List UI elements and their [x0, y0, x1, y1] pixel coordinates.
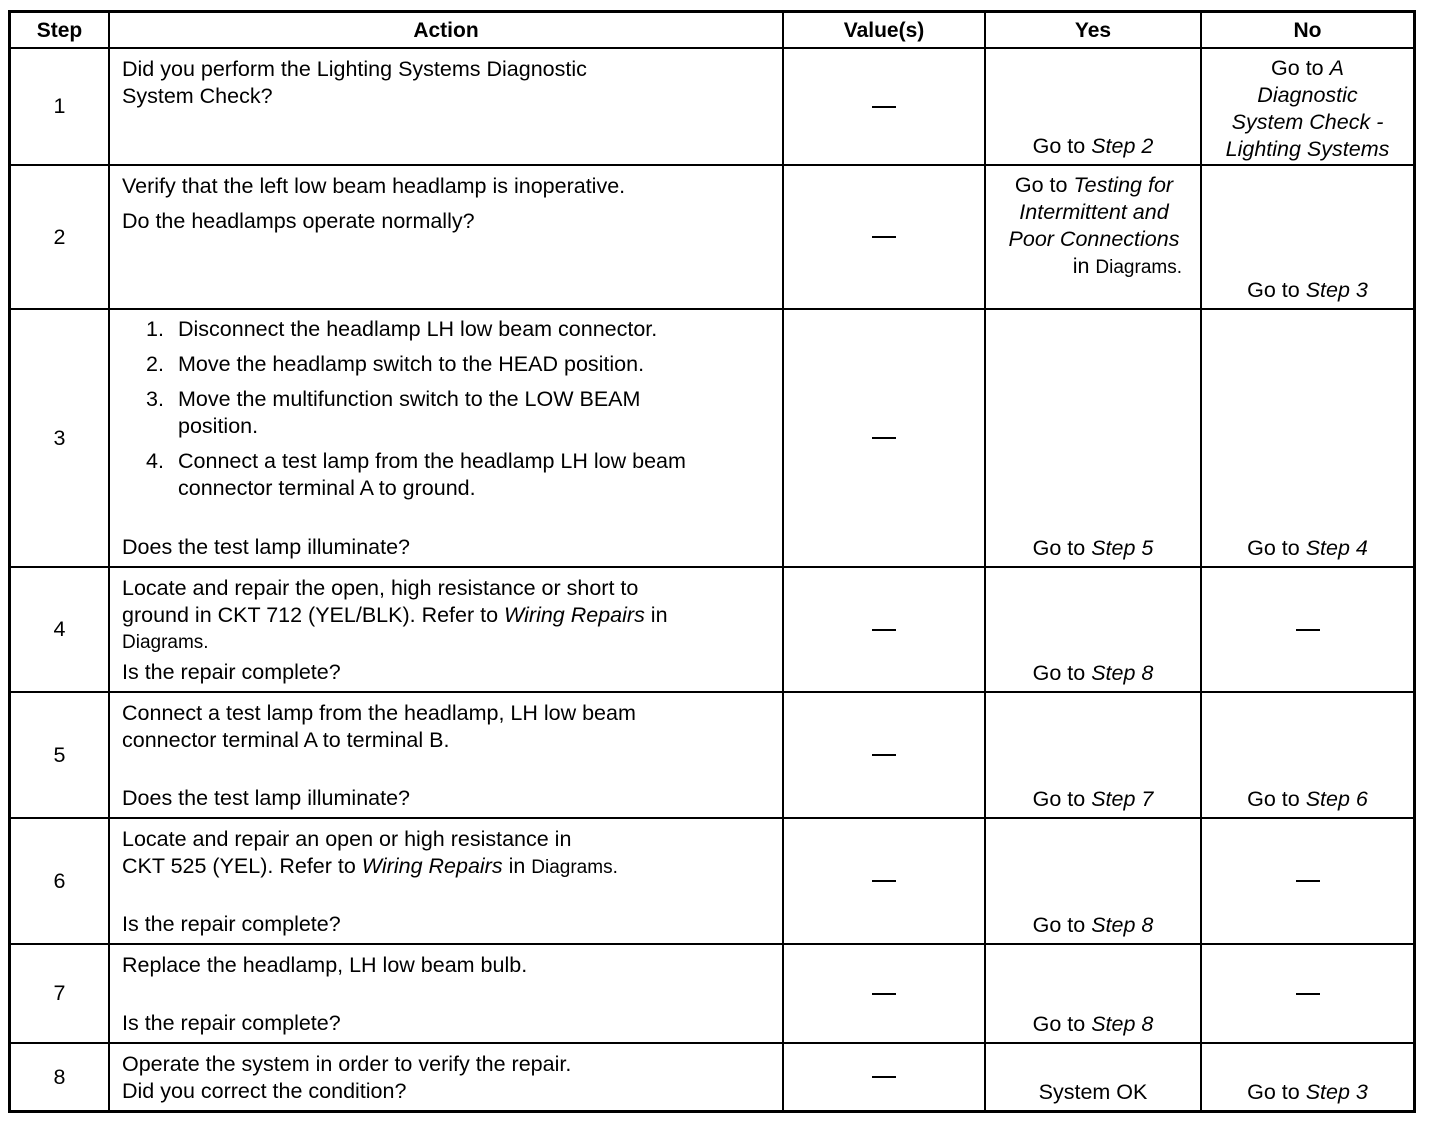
value-cell: [784, 568, 986, 693]
dash-mark: [872, 1076, 896, 1078]
header-yes: Yes: [986, 13, 1202, 49]
action-text: Locate and repair an open or high resistance in: [122, 827, 572, 851]
value-cell: [784, 945, 986, 1044]
step-link[interactable]: Step 5: [1091, 536, 1154, 560]
yes-cell: Go to Step 2: [986, 49, 1202, 166]
step-link[interactable]: Step 8: [1091, 1012, 1154, 1036]
list-item: 3. Move the multifunction switch to the LOW BEAM position.: [146, 387, 641, 438]
value-cell: [784, 49, 986, 166]
procedure-link[interactable]: A: [1329, 56, 1344, 80]
yes-cell: [986, 1044, 1202, 1110]
action-question: Did you correct the condition?: [122, 1079, 407, 1103]
dash-mark: [872, 880, 896, 882]
list-item: 2. Move the headlamp switch to the HEAD position.: [146, 352, 645, 376]
action-text: ground in CKT 712 (YEL/BLK). Refer to Wiring Repairs in: [122, 603, 668, 627]
yes-cell: Go to Step 8: [986, 945, 1202, 1044]
header-step: Step: [11, 13, 110, 49]
wiring-repairs-link[interactable]: Wiring Repairs: [504, 603, 645, 627]
yes-cell: Go to Step 8: [986, 819, 1202, 945]
doc-reference: Diagrams.: [531, 857, 618, 878]
step-link[interactable]: Step 3: [1305, 1080, 1368, 1104]
value-cell: [784, 819, 986, 945]
step-link[interactable]: Step 2: [1091, 134, 1154, 158]
action-question: Is the repair complete?: [122, 660, 341, 684]
step-number: 6: [11, 819, 110, 945]
action-question: Do the headlamps operate normally?: [122, 209, 475, 233]
procedure-link[interactable]: Diagnostic: [1257, 83, 1358, 107]
step-link[interactable]: Step 6: [1305, 787, 1368, 811]
action-text: Replace the headlamp, LH low beam bulb.: [122, 953, 528, 977]
action-question: Is the repair complete?: [122, 1011, 341, 1035]
value-cell: [784, 166, 986, 310]
action-text: System Check?: [122, 84, 273, 108]
no-cell: [1202, 945, 1413, 1044]
list-item: 1. Disconnect the headlamp LH low beam connector.: [146, 317, 658, 341]
action-cell: [110, 819, 784, 945]
step-number: 5: [11, 693, 110, 819]
dash-mark: [1296, 629, 1320, 631]
step-number: 7: [11, 945, 110, 1044]
action-cell: [110, 568, 784, 693]
action-cell: [110, 310, 784, 568]
procedure-link[interactable]: Testing for: [1073, 173, 1174, 197]
action-cell: [110, 49, 784, 166]
dash-mark: [872, 993, 896, 995]
action-cell: [110, 693, 784, 819]
step-link[interactable]: Step 4: [1305, 536, 1368, 560]
doc-reference: Diagrams.: [122, 632, 209, 653]
dash-mark: [1296, 880, 1320, 882]
no-cell: Go to Step 4: [1202, 310, 1413, 568]
step-link[interactable]: Step 8: [1091, 913, 1154, 937]
step-number: 1: [11, 49, 110, 166]
doc-reference: Diagrams.: [1095, 257, 1182, 278]
step-number: 2: [11, 166, 110, 310]
system-ok-text: System OK: [1038, 1080, 1148, 1104]
value-cell: [784, 1044, 986, 1110]
action-cell: [110, 1044, 784, 1110]
no-cell: Go to A Diagnostic System Check - Lighting Systems: [1202, 49, 1413, 166]
procedure-link[interactable]: Poor Connections: [1008, 227, 1180, 251]
step-number: 3: [11, 310, 110, 568]
action-text: CKT 525 (YEL). Refer to Wiring Repairs in Diagrams.: [122, 854, 618, 878]
step-link[interactable]: Step 7: [1091, 787, 1154, 811]
dash-mark: [872, 437, 896, 439]
action-text: Locate and repair the open, high resistance or short to: [122, 576, 639, 600]
step-number: 8: [11, 1044, 110, 1110]
no-cell: Go to Step 6: [1202, 693, 1413, 819]
action-cell: [110, 945, 784, 1044]
action-question: Is the repair complete?: [122, 912, 341, 936]
yes-cell: Go to Step 7: [986, 693, 1202, 819]
no-cell: Go to Step 3: [1202, 166, 1413, 310]
action-text: Verify that the left low beam headlamp is inoperative.: [122, 174, 626, 198]
dash-mark: [872, 754, 896, 756]
action-question: Does the test lamp illuminate?: [122, 786, 411, 810]
value-cell: [784, 310, 986, 568]
action-text: Operate the system in order to verify the repair.: [122, 1052, 572, 1076]
dash-mark: [1296, 993, 1320, 995]
step-number: 4: [11, 568, 110, 693]
header-no: No: [1202, 13, 1413, 49]
action-cell: [110, 166, 784, 310]
dash-mark: [872, 106, 896, 108]
wiring-repairs-link[interactable]: Wiring Repairs: [361, 854, 503, 878]
action-question: Does the test lamp illuminate?: [122, 535, 411, 559]
no-cell: [1202, 568, 1413, 693]
yes-cell: Go to Step 5: [986, 310, 1202, 568]
no-cell: Go to Step 3: [1247, 1080, 1368, 1104]
step-link[interactable]: Step 3: [1305, 278, 1368, 302]
yes-cell: Go to Testing for Intermittent and Poor Connections in Diagrams.: [986, 166, 1202, 310]
procedure-link[interactable]: System Check -: [1231, 110, 1384, 134]
action-text: Connect a test lamp from the headlamp, LH low beam: [122, 701, 636, 725]
no-cell: [1202, 819, 1413, 945]
dash-mark: [872, 236, 896, 238]
header-values: Value(s): [784, 13, 986, 49]
value-cell: [784, 693, 986, 819]
action-text: Did you perform the Lighting Systems Diagnostic: [122, 57, 587, 81]
procedure-link[interactable]: Intermittent and: [1019, 200, 1169, 224]
yes-cell: Go to Step 8: [986, 568, 1202, 693]
procedure-link[interactable]: Lighting Systems: [1225, 137, 1390, 161]
diagnostic-table: [8, 10, 1416, 1113]
procedure-list: [122, 316, 770, 510]
step-link[interactable]: Step 8: [1091, 661, 1154, 685]
dash-mark: [872, 629, 896, 631]
action-text: connector terminal A to terminal B.: [122, 728, 450, 752]
list-item: 4. Connect a test lamp from the headlamp LH low beam connector terminal A to ground.: [146, 449, 686, 500]
header-action: Action: [110, 13, 784, 49]
